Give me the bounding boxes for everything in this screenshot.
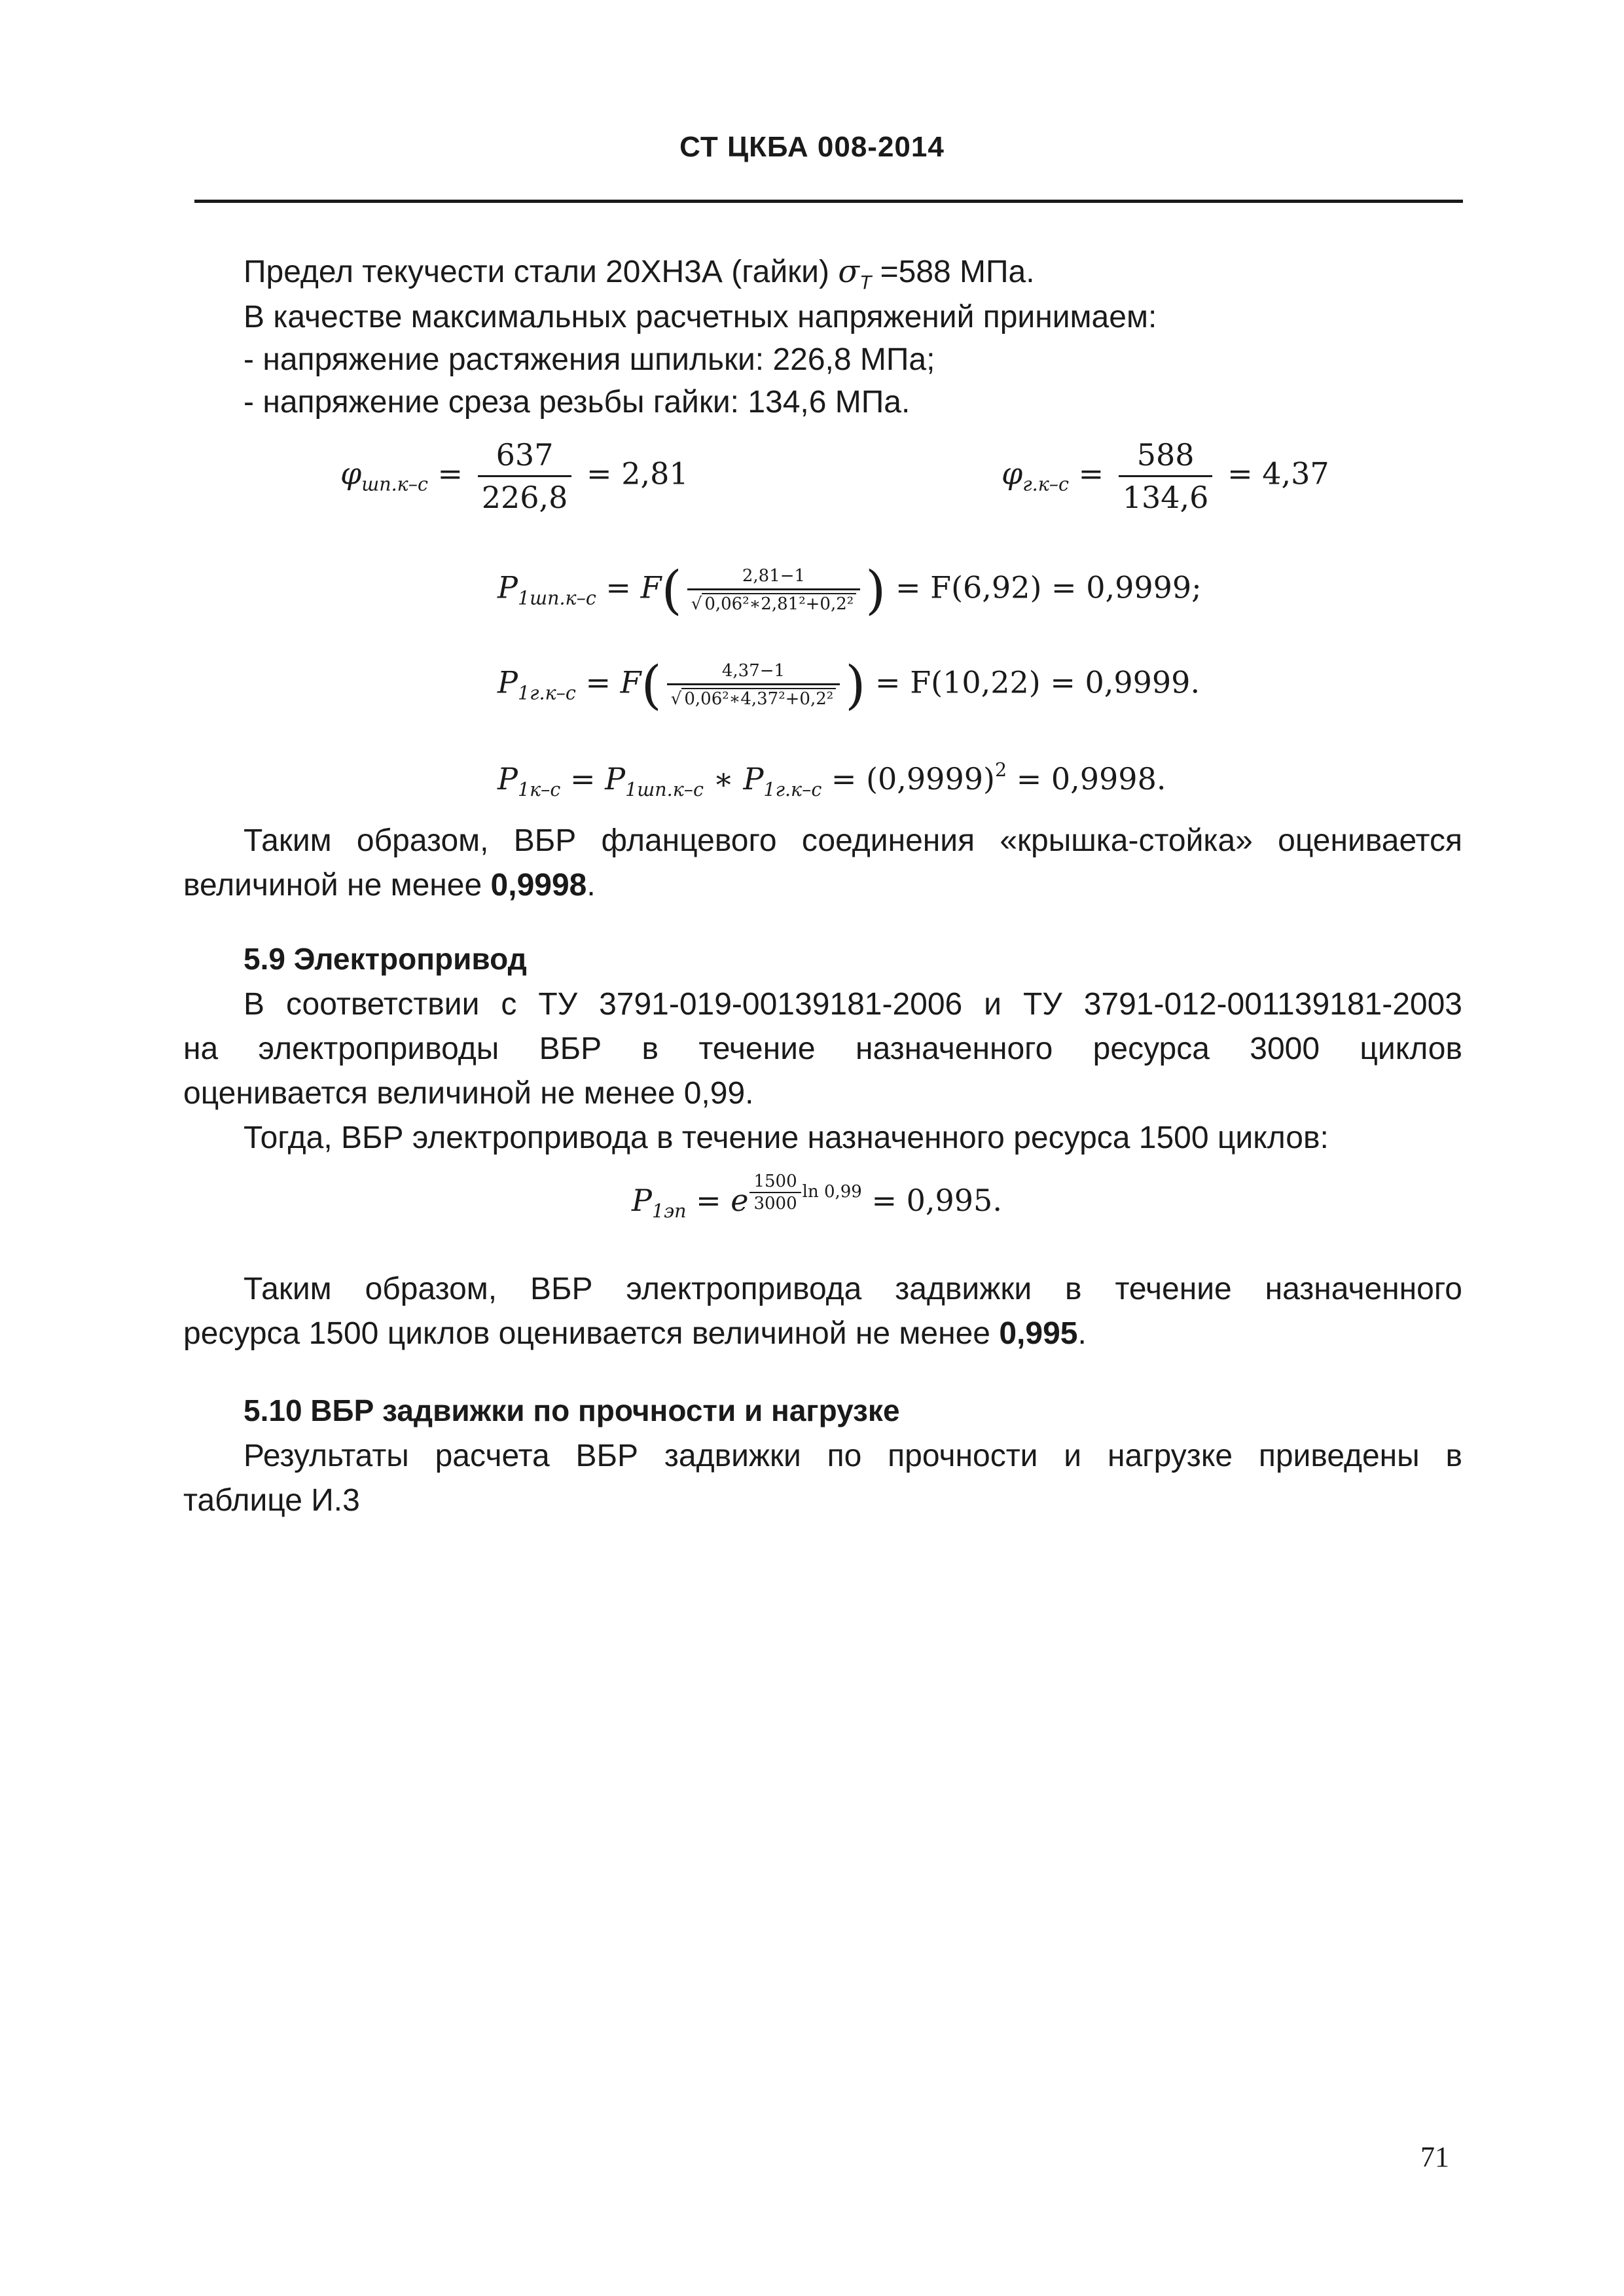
sigma-symbol: σ [838, 253, 860, 290]
phi-stud-symbol: φ [340, 456, 362, 492]
header-rule [194, 200, 1463, 203]
bullet-thread-shear: - напряжение среза резьбы гайки: 134,6 МПа. [244, 385, 911, 420]
section-5-9-line2: на электроприводы ВБР в течение назначенного ресурса 3000 циклов [183, 1031, 1462, 1066]
phi-nut-symbol: φ [1001, 456, 1023, 492]
p-drive-exp-num: 1500 [749, 1172, 801, 1193]
flange-conclusion-period: . [586, 868, 596, 903]
yield-strength-text: Предел текучести стали 20ХН3А (гайки) [244, 255, 839, 289]
page-number: 71 [1420, 2141, 1449, 2173]
flange-conclusion-line2 [183, 863, 596, 908]
drive-conclusion-line1: Таким образом, ВБР электропривода задвижки в течение назначенного [244, 1272, 1462, 1306]
drive-conclusion-text: ресурса 1500 циклов оценивается величиной не менее [183, 1316, 1000, 1351]
p-nut-num: 4,37−1 [667, 661, 840, 685]
flange-conclusion-line1: Таким образом, ВБР фланцевого соединения «крышка-стойка» оценивается [244, 823, 1462, 858]
p-stud-lhs: P [497, 569, 518, 605]
p-drive-exp-den: 3000 [753, 1194, 797, 1213]
p-nut-fraction: $\frac{4,37-1}{\text{√ 0,06²∗4,37²+0,2²}}$ [667, 661, 840, 709]
section-5-9-line1: В соответствии с ТУ 3791-019-00139181-2006 и ТУ 3791-012-001139181-2003 [244, 987, 1462, 1022]
formula-p-drive [632, 1172, 1002, 1222]
p-stud-lhs-sub: 1шп.к–с [517, 587, 596, 609]
p-flange-result: = 0,9998. [1007, 761, 1166, 797]
p-drive-lhs: P [632, 1182, 652, 1218]
yield-strength-value: =588 МПа. [871, 255, 1035, 289]
section-5-9-line4: Тогда, ВБР электропривода в течение назначенного ресурса 1500 циклов: [244, 1121, 1329, 1155]
document-header: СТ ЦКБА 008-2014 [679, 131, 945, 163]
flange-conclusion-value: 0,9998 [490, 868, 587, 903]
section-5-10-line2: таблице И.3 [183, 1483, 360, 1518]
p-drive-eq: = e [696, 1182, 749, 1218]
p-flange-term2: ∗ P [703, 761, 764, 797]
phi-stud-fraction [478, 437, 572, 515]
phi-nut-den: 134,6 [1122, 480, 1209, 515]
section-5-9-heading: 5.9 Электропривод [244, 942, 527, 976]
p-flange-lhs: P [497, 761, 518, 797]
p-stud-num: 2,81−1 [687, 566, 860, 590]
p-drive-exponent [748, 1172, 861, 1213]
phi-nut-num: 588 [1119, 437, 1213, 477]
p-stud-result: = F(6,92) = 0,9999; [895, 569, 1202, 605]
p-drive-exp-tail: ln 0,99 [802, 1182, 862, 1202]
p-flange-term1-sub: 1шп.к–с [625, 778, 704, 800]
p-nut-lhs-sub: 1г.к–с [517, 682, 576, 704]
flange-conclusion-text: величиной не менее [183, 868, 491, 903]
phi-stud-num: 637 [478, 437, 572, 477]
section-5-9-line3: оценивается величиной не менее 0,99. [183, 1076, 754, 1111]
p-stud-den: 0,06²∗2,81²+0,2² [702, 593, 856, 614]
section-5-10-line1: Результаты расчета ВБР задвижки по прочности и нагрузке приведены в [244, 1439, 1462, 1473]
p-nut-func: = F [585, 664, 641, 700]
p-stud-fraction: $\frac{2,81-1}{\text{√ 0,06²∗2,81²+0,2²}}$ [687, 566, 860, 614]
p-flange-term1: = P [560, 761, 626, 797]
section-5-10-heading: 5.10 ВБР задвижки по прочности и нагрузке [244, 1393, 900, 1427]
phi-stud-result: = 2,81 [586, 456, 689, 492]
formula-phi-nut: $\varphi_{г.к-с}$ = $\frac{588}{134,6}$ = 4,37 [1001, 437, 1329, 515]
p-flange-lhs-sub: 1к–с [517, 778, 561, 800]
p-nut-lhs: P [497, 664, 518, 700]
p-drive-result: = 0,995. [871, 1182, 1002, 1218]
formula-p-flange [497, 759, 1166, 800]
phi-nut-result: = 4,37 [1227, 456, 1329, 492]
bullet-stud-tension: - напряжение растяжения шпильки: 226,8 МПа; [244, 342, 935, 377]
p-stud-func: = F [605, 569, 662, 605]
max-stress-intro: В качестве максимальных расчетных напряжений принимаем: [244, 300, 1157, 334]
p-drive-lhs-sub: 1эп [651, 1200, 687, 1222]
formula-p-nut: $P_{1г.к-с} = F$( $\frac{4,37-1}{\text{√ 0,06²∗4,37²+0,2²}}$ ) = F(10,22) = 0,9999. [497, 655, 1200, 715]
p-flange-rhs: = (0,9999) [821, 761, 995, 797]
drive-conclusion-line2 [183, 1311, 1087, 1357]
drive-conclusion-period: . [1077, 1316, 1087, 1351]
phi-stud-den: 226,8 [481, 480, 568, 515]
p-flange-rhs-sup: 2 [994, 759, 1007, 781]
drive-conclusion-value: 0,995 [999, 1316, 1078, 1351]
formula-p-stud: $P_{1шп.к-с} = F$( $\frac{2,81-1}{\text{√ 0,06²∗2,81²+0,2²}}$ ) = F(6,92) = 0,9999; [497, 560, 1202, 620]
p-flange-term2-sub: 1г.к–с [763, 778, 822, 800]
phi-nut-sub: г.к–с [1022, 473, 1069, 495]
formula-phi-stud: $\varphi_{шп.к-с}$ = $\frac{637}{226,8}$ = 2,81 [340, 437, 689, 515]
p-nut-den: 0,06²∗4,37²+0,2² [681, 688, 836, 709]
p-nut-result: = F(10,22) = 0,9999. [875, 664, 1200, 700]
sigma-subscript: Т [859, 272, 872, 294]
phi-stud-sub: шп.к–с [361, 473, 428, 495]
phi-nut-fraction [1119, 437, 1213, 515]
